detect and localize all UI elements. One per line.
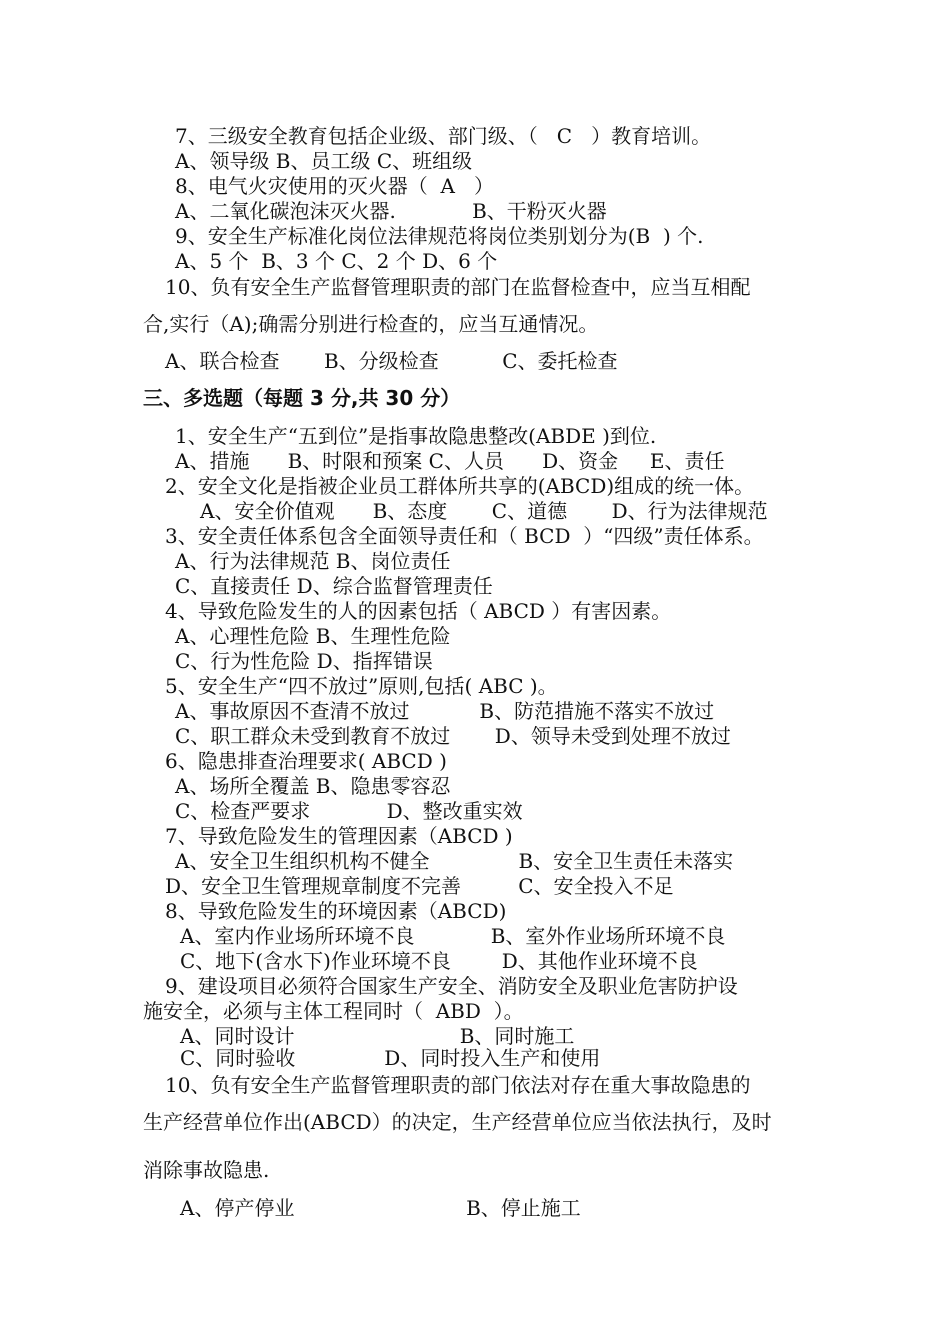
mc-question-7: 7、导致危险发生的管理因素（ABCD ) <box>165 824 513 848</box>
mc-question-3-options-2: C、直接责任 D、综合监督管理责任 <box>175 574 493 598</box>
mc-question-7-options-1: A、安全卫生组织机构不健全 B、安全卫生责任未落实 <box>175 849 734 873</box>
mc-question-2: 2、安全文化是指被企业员工群体所共享的(ABCD)组成的统一体。 <box>165 474 755 498</box>
mc-question-7-options-2: D、安全卫生管理规章制度不完善 C、安全投入不足 <box>165 874 674 898</box>
section-heading-multiple-choice: 三、多选题（每题 3 分,共 30 分） <box>143 386 461 410</box>
mc-question-4-options-2: C、行为性危险 D、指挥错误 <box>175 649 433 673</box>
mc-question-8-options-1: A、室内作业场所环境不良 B、室外作业场所环境不良 <box>180 924 726 948</box>
mc-question-8-options-2: C、地下(含水下)作业环境不良 D、其他作业环境不良 <box>180 949 698 973</box>
mc-question-6-options-2: C、检查严要求 D、整改重实效 <box>175 799 523 823</box>
mc-question-10-line-3: 消除事故隐患. <box>143 1158 270 1182</box>
mc-question-2-options: A、安全价值观 B、态度 C、道德 D、行为法律规范 <box>200 499 768 523</box>
mc-question-10-options: A、停产停业 B、停止施工 <box>180 1196 581 1220</box>
question-7-options: A、领导级 B、员工级 C、班组级 <box>175 149 473 173</box>
question-8: 8、电气火灾使用的灭火器（ A ） <box>175 174 494 198</box>
mc-question-9-options-1: A、同时设计 B、同时施工 <box>180 1024 575 1048</box>
mc-question-5-options-2: C、职工群众未受到教育不放过 D、领导未受到处理不放过 <box>175 724 731 748</box>
mc-question-6-options-1: A、场所全覆盖 B、隐患零容忍 <box>175 774 451 798</box>
question-9: 9、安全生产标准化岗位法律规范将岗位类别划分为(B ) 个. <box>175 224 704 248</box>
question-8-options: A、二氧化碳泡沫灭火器. B、干粉灭火器 <box>175 199 607 223</box>
mc-question-9-options-2: C、同时验收 D、同时投入生产和使用 <box>180 1046 601 1070</box>
mc-question-10-line-1: 10、负有安全生产监督管理职责的部门依法对存在重大事故隐患的 <box>165 1073 751 1097</box>
question-10-line-1: 10、负有安全生产监督管理职责的部门在监督检查中，应当互相配 <box>165 275 751 299</box>
mc-question-4: 4、导致危险发生的人的因素包括（ ABCD ）有害因素。 <box>165 599 672 623</box>
mc-question-5: 5、安全生产“四不放过”原则,包括( ABC )。 <box>165 674 558 698</box>
mc-question-8: 8、导致危险发生的环境因素（ABCD) <box>165 899 507 923</box>
question-10-options: A、联合检查 B、分级检查 C、委托检查 <box>165 349 618 373</box>
mc-question-4-options-1: A、心理性危险 B、生理性危险 <box>175 624 451 648</box>
mc-question-6: 6、隐患排查治理要求( ABCD ) <box>165 749 447 773</box>
question-7: 7、三级安全教育包括企业级、部门级、（ C ）教育培训。 <box>175 124 712 148</box>
mc-question-3: 3、安全责任体系包含全面领导责任和（ BCD ）“四级”责任体系。 <box>165 524 764 548</box>
mc-question-9-line-1: 9、建设项目必须符合国家生产安全、消防安全及职业危害防护设 <box>165 974 738 998</box>
mc-question-9-line-2: 施安全，必须与主体工程同时（ ABD ）。 <box>143 999 524 1023</box>
mc-question-1-options: A、措施 B、时限和预案 C、人员 D、资金 E、责任 <box>175 449 725 473</box>
mc-question-5-options-1: A、事故原因不查清不放过 B、防范措施不落实不放过 <box>175 699 715 723</box>
mc-question-3-options-1: A、行为法律规范 B、岗位责任 <box>175 549 451 573</box>
question-10-line-2: 合,实行（A);确需分别进行检查的，应当互通情况。 <box>143 312 599 336</box>
mc-question-10-line-2: 生产经营单位作出(ABCD）的决定，生产经营单位应当依法执行，及时 <box>143 1110 772 1134</box>
mc-question-1: 1、安全生产“五到位”是指事故隐患整改(ABDE )到位. <box>175 424 657 448</box>
question-9-options: A、5 个 B、3 个 C、2 个 D、6 个 <box>175 249 498 273</box>
